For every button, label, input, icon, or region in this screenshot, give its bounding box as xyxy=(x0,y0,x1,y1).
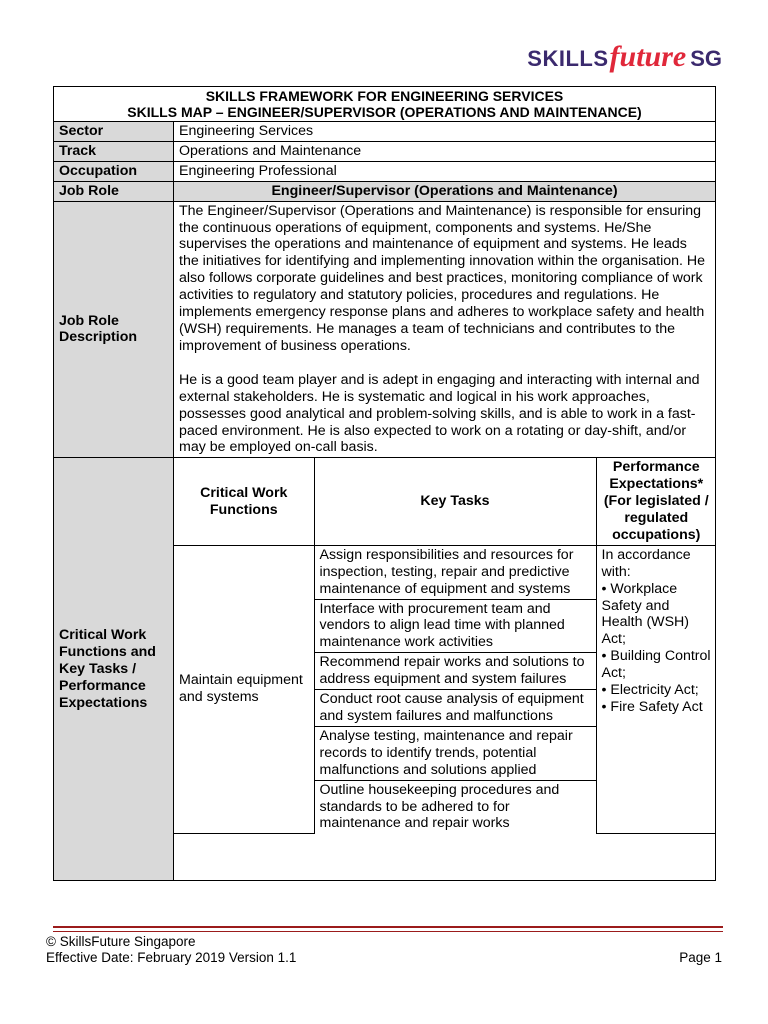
cwf-section-label: Critical Work Functions and Key Tasks / Performance Expectations xyxy=(54,458,174,881)
logo-skills-text: SKILLS xyxy=(527,46,609,71)
footer-copyright: © SkillsFuture Singapore xyxy=(46,934,196,949)
performance-item: • Electricity Act; xyxy=(601,682,699,699)
critical-work-function: Maintain equipment and systems xyxy=(174,545,314,833)
skillsfuture-logo xyxy=(527,40,722,80)
title-line-2: SKILLS MAP – ENGINEER/SUPERVISOR (OPERATIONS AND MAINTENANCE) xyxy=(127,104,642,120)
performance-expectations xyxy=(596,545,716,833)
track-value: Operations and Maintenance xyxy=(174,141,716,161)
key-task: Interface with procurement team and vendors to align lead time with planned maintenance work activities xyxy=(314,599,596,653)
key-task: Outline housekeeping procedures and standards to be adhered to for maintenance and repair works xyxy=(314,780,596,833)
key-tasks-header: Key Tasks xyxy=(314,458,596,545)
sector-label: Sector xyxy=(54,122,174,142)
job-role-description xyxy=(174,201,716,458)
cwf-header: Critical Work Functions xyxy=(174,458,314,545)
footer-divider xyxy=(53,926,723,928)
footer-effective-date: Effective Date: February 2019 Version 1.1 xyxy=(46,950,297,965)
track-label: Track xyxy=(54,141,174,161)
job-role-value: Engineer/Supervisor (Operations and Maintenance) xyxy=(174,181,716,201)
performance-item: • Building Control Act; xyxy=(601,648,711,682)
occupation-value: Engineering Professional xyxy=(174,161,716,181)
occupation-label: Occupation xyxy=(54,161,174,181)
skills-map-table xyxy=(53,86,716,881)
performance-header: Performance Expectations* (For legislated / regulated occupations) xyxy=(596,458,716,545)
cwf-table xyxy=(174,458,716,834)
job-role-description-label: Job Role Description xyxy=(54,201,174,458)
sector-value: Engineering Services xyxy=(174,122,716,142)
page-number: Page 1 xyxy=(679,950,722,965)
performance-item: • Fire Safety Act xyxy=(601,699,703,715)
logo-sg-text: SG xyxy=(690,46,722,71)
document-title xyxy=(54,87,716,122)
performance-intro: In accordance with: xyxy=(601,546,691,580)
footer-divider-thin xyxy=(53,931,723,932)
logo-future-text: future xyxy=(609,40,687,73)
job-role-label: Job Role xyxy=(54,181,174,201)
description-paragraph-1: The Engineer/Supervisor (Operations and Maintenance) is responsible for ensuring the continuous operations of equipment, components and systems. He/She supervises the operations and maintenance of equipment and systems. He leads the initiatives for identifying and implementing innovation within the organisation. He also follows corporate guidelines and best practices, monitoring compliance of work activities to regulatory and statutory policies, procedures and regulations. He implements emergency response plans and adheres to workplace safety and health (WSH) requirements. He manages a team of technicians and contributes to the improvement of business operations. xyxy=(179,202,706,354)
key-task: Analyse testing, maintenance and repair records to identify trends, potential malfunctions and solutions applied xyxy=(314,726,596,780)
footer-left xyxy=(46,934,296,966)
key-task: Conduct root cause analysis of equipment and system failures and malfunctions xyxy=(314,690,596,727)
title-line-1: SKILLS FRAMEWORK FOR ENGINEERING SERVICES xyxy=(205,88,564,104)
key-task: Assign responsibilities and resources for inspection, testing, repair and predictive maintenance of equipment and systems xyxy=(314,545,596,599)
description-paragraph-2: He is a good team player and is adept in engaging and interacting with internal and external stakeholders. He is systematic and logical in his work approaches, possesses good analytical and problem-solving skills, and is able to work in a fast-paced environment. He is also expected to work on a rotating or day-shift, and/or may be employed on-call basis. xyxy=(179,371,700,456)
key-task: Recommend repair works and solutions to address equipment and system failures xyxy=(314,653,596,690)
performance-item: • Workplace Safety and Health (WSH) Act; xyxy=(601,580,690,648)
cwf-section xyxy=(174,458,716,881)
